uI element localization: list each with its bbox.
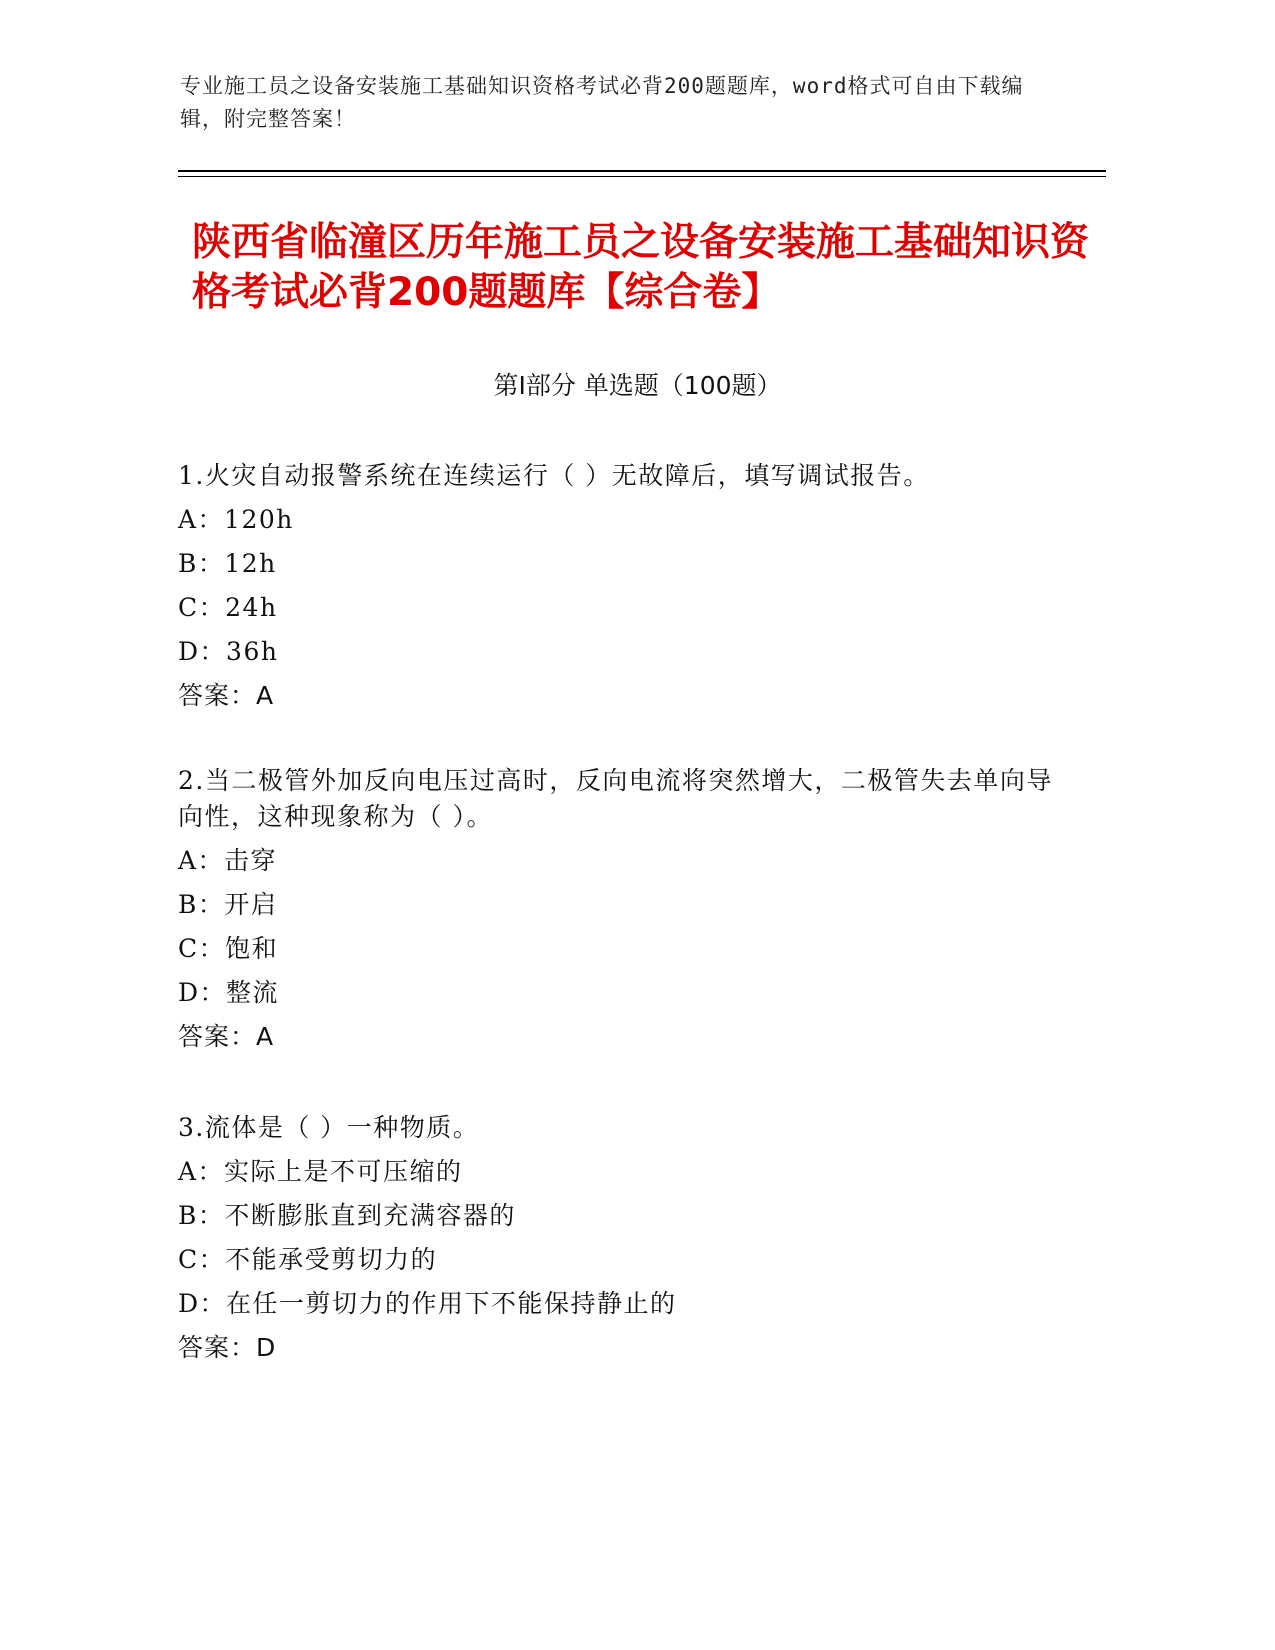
question-block: [178, 458, 1058, 714]
question-stem: 3.流体是（ ）一种物质。: [178, 1113, 480, 1142]
document-title: 陕西省临潼区历年施工员之设备安装施工基础知识资格考试必背200题题库【综合卷】: [192, 220, 1090, 315]
question-stem: 1.火灾自动报警系统在连续运行（ ）无故障后，填写调试报告。: [178, 461, 930, 490]
question-block: [178, 763, 1058, 1055]
header-divider-thick: [178, 170, 1106, 172]
option-a: A：120h: [178, 505, 294, 534]
question-block: [178, 1110, 1058, 1366]
answer-line: 答案：A: [178, 681, 275, 710]
document-header-note: 专业施工员之设备安装施工基础知识资格考试必背200题题库，word格式可自由下载编辑，附完整答案！: [180, 74, 1024, 131]
option-c: C：不能承受剪切力的: [178, 1245, 438, 1274]
question-stem: 2.当二极管外加反向电压过高时，反向电流将突然增大，二极管失去单向导向性，这种现象称为（ ）。: [178, 766, 1053, 831]
answer-line: 答案：A: [178, 1022, 275, 1051]
option-b: B：开启: [178, 890, 278, 919]
option-b: B：12h: [178, 549, 277, 578]
option-a: A：实际上是不可压缩的: [178, 1157, 463, 1186]
section-title: 第Ⅰ部分 单选题（100题）: [493, 371, 782, 400]
option-a: A：击穿: [178, 846, 278, 875]
option-d: D：整流: [178, 978, 280, 1007]
option-d: D：在任一剪切力的作用下不能保持静止的: [178, 1289, 677, 1318]
option-d: D：36h: [178, 637, 279, 666]
answer-line: 答案：D: [178, 1333, 277, 1362]
option-b: B：不断膨胀直到充满容器的: [178, 1201, 516, 1230]
option-c: C：24h: [178, 593, 278, 622]
option-c: C：饱和: [178, 934, 279, 963]
header-divider-thin: [178, 176, 1106, 177]
